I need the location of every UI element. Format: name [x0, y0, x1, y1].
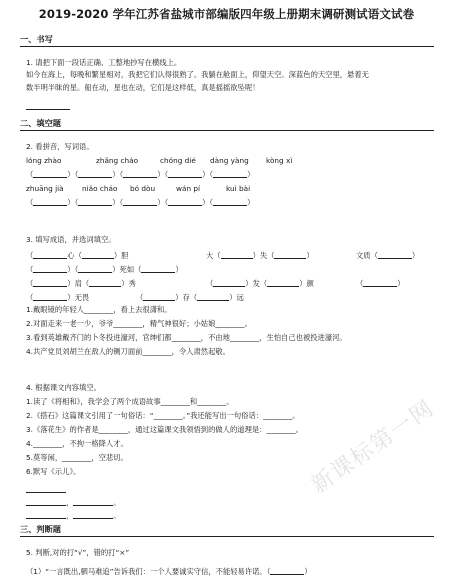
q4-sentence-1: 1.读了《将相和》，我学会了两个成语故事________和________。 [26, 397, 234, 406]
idiom-char: ）胆 [113, 251, 129, 260]
q5-item-1-answer[interactable] [270, 566, 304, 575]
watermark-text: 新课标第一网 [306, 395, 440, 499]
pinyin-7: niǎo cháo [82, 184, 118, 193]
pinyin-10: kuì bài [226, 184, 251, 193]
pinyin-2: zhǎng cháo [96, 156, 139, 165]
section-judgement: 三、判断题 [20, 524, 61, 534]
answer-row[interactable]: （ ）（ ）（ ）（ ）（ ） [26, 198, 255, 207]
q2-instruction: 2. 看拼音，写词语。 [26, 142, 94, 151]
idiom-char: 大（ [206, 251, 221, 260]
answer-row[interactable]: （ ）（ ）（ ）（ ）（ ） [26, 170, 255, 179]
idiom-row-1b[interactable] [206, 250, 314, 261]
q1-passage-line-1: 如今在海上，每晚和繁星相对，我把它们认得很熟了。我躺在舱面上，仰望天空。深蓝色的天空里，悬着无 [26, 70, 369, 79]
idiom-char: ）存（ [175, 293, 198, 302]
q1-instruction: 1. 请把下面一段话正确、工整地抄写在横线上。 [26, 58, 182, 67]
section-divider [20, 130, 434, 131]
idiom-row-2[interactable]: （ ）（ ）死如（ ） [26, 265, 183, 274]
idiom-char: ）远 [229, 293, 244, 302]
idiom-char: 文质（ [356, 251, 378, 260]
idiom-char: ） [306, 251, 314, 260]
q1-passage-line-2: 数半明半昧的星。船在动，星也在动，它们是这样低，真是摇摇欲坠呢！ [26, 83, 260, 92]
pinyin-6: zhuāng jià [26, 184, 64, 193]
pinyin-1: lóng zhào [26, 156, 62, 165]
q5-item-1: （1）“一言既出,驷马难追”告诉我们：一个人要诚实守信，不能轻易许诺。（ ） [26, 567, 312, 576]
idiom-row-1c[interactable] [356, 250, 419, 261]
idiom-char: ）肩（ [67, 279, 90, 288]
idiom-row-3c[interactable]: （ ） [356, 279, 405, 288]
poem-answer-line[interactable]: ， 。 [26, 497, 121, 507]
idiom-row-4[interactable]: （ ）无畏 [26, 293, 90, 302]
q3-sentence-3: 3.看到英雄戴齐门的卜冬投进濠河，官绅们都________，不由地________，生怕自己也被投进濠河。 [26, 333, 347, 342]
q4-sentence-3: 3.《落花生》的作者是________，通过这篇课文我领悟到的做人的道理是：________。 [26, 425, 303, 434]
idiom-row-3[interactable]: （ ）肩（ ）秀 [26, 279, 136, 288]
q3-sentence-2: 2.对面走来一老一少，爷爷________，精气神很好；小姑娘________。 [26, 319, 252, 328]
idiom-char: ）秀 [121, 279, 136, 288]
pinyin-9: wán pí [176, 184, 201, 193]
idiom-row-4b[interactable]: （ ）存（ ）远 [136, 293, 244, 302]
q3-sentence-4: 4.共产党员刘胡兰在敌人的铡刀面前________，令人肃然起敬。 [26, 347, 230, 356]
idiom-char: ） [175, 265, 183, 274]
idiom-char: ）颜 [299, 279, 314, 288]
idiom-char: ）死如（ [112, 265, 142, 274]
section-divider [20, 46, 434, 47]
poem-answer-line[interactable] [26, 484, 66, 494]
idiom-char: ） [411, 251, 420, 260]
exam-title: 2019-2020 学年江苏省盐城市部编版四年级上册期末调研测试语文试卷 [38, 7, 415, 21]
pinyin-3: chóng dié [160, 156, 196, 165]
poem-answer-line[interactable]: ， 。 [26, 510, 121, 520]
section-fill-in: 二、填空题 [20, 118, 61, 128]
q3-instruction: 3. 填写成语，并选词填空。 [26, 235, 116, 244]
section-divider [20, 536, 434, 537]
idiom-char: 心（ [67, 251, 82, 260]
q1-answer-line[interactable] [26, 101, 70, 111]
q3-sentence-1: 1.戴眼镜的年轻人________，看上去很潇和。 [26, 305, 172, 314]
idiom-row-3b[interactable]: （ ）发（ ）颜 [206, 279, 314, 288]
idiom-char: ）失（ [252, 251, 275, 260]
q4-instruction: 4. 根据课文内容填空。 [26, 383, 101, 392]
section-writing: 一、书写 [20, 34, 53, 44]
q4-sentence-2: 2.《搭石》这篇课文引用了一句俗话：“________。”我还能写出一句俗话：________。 [26, 411, 300, 420]
q4-sentence-6: 6.默写《示儿》。 [26, 467, 81, 476]
pinyin-8: bó dòu [130, 184, 156, 193]
idiom-char: ）无畏 [67, 293, 90, 302]
idiom-row-1[interactable]: （ 心（ ）胆 [26, 251, 129, 260]
q5-instruction: 5. 判断,对的打“√”，错的打“×” [26, 548, 130, 557]
pinyin-5: kòng xì [266, 156, 293, 165]
q4-sentence-5: 5.莫等闲，________，空悲切。 [26, 453, 128, 462]
q4-sentence-4: 4.________，不拘一格降人才。 [26, 439, 128, 448]
pinyin-4: dàng yàng [210, 156, 249, 165]
idiom-char: ） [397, 279, 405, 288]
q5-item-1-text: （1）“一言既出,驷马难追”告诉我们：一个人要诚实守信，不能轻易许诺。 [26, 567, 267, 576]
idiom-char: ）发（ [245, 279, 268, 288]
